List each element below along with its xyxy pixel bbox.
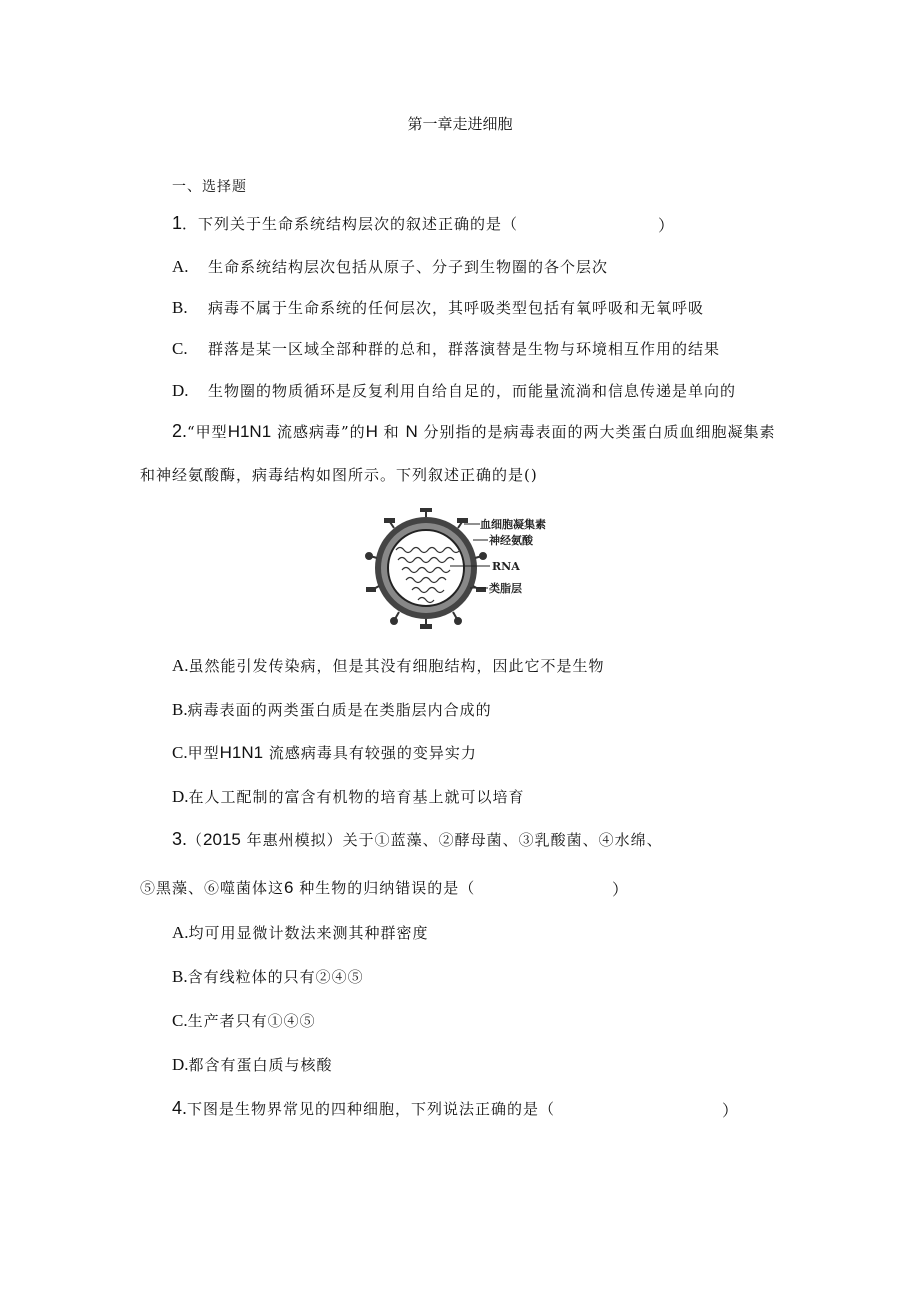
page-title: 第一章走进细胞 xyxy=(407,115,513,133)
q1-option-c: C. 群落是某一区域全部种群的总和，群落演替是生物与环境相互作用的结果 xyxy=(172,339,721,358)
virus-structure-diagram xyxy=(364,508,548,632)
label-neuraminidase: 神经氨酸 xyxy=(489,534,533,547)
answer-paren-close: ） xyxy=(612,880,629,899)
q3-option-b: B.含有线粒体的只有②④⑤ xyxy=(172,967,364,986)
q3-option-d: D.都含有蛋白质与核酸 xyxy=(172,1055,333,1074)
q1-option-d: D. 生物圈的物质循环是反复利用自给自足的，而能量流淌和信息传递是单向的 xyxy=(172,381,737,400)
virus-particle xyxy=(366,508,486,628)
q2-option-b: B.病毒表面的两类蛋白质是在类脂层内合成的 xyxy=(172,700,492,719)
label-rna: RNA xyxy=(492,560,520,573)
question-2: 2.“甲型H1N1 流感病毒”的H 和 N 分别指的是病毒表面的两大类蛋白质血细胞凝集素 xyxy=(172,421,776,441)
section-heading: 一、选择题 xyxy=(172,179,247,195)
q1-option-a: A. 生命系统结构层次包括从原子、分子到生物圈的各个层次 xyxy=(172,257,609,276)
q1-option-b: B. 病毒不属于生命系统的任何层次，其呼吸类型包括有氧呼吸和无氧呼吸 xyxy=(172,298,705,317)
answer-paren-close: ） xyxy=(658,216,675,235)
q3-option-a: A.均可用显微计数法来测其种群密度 xyxy=(172,923,429,942)
q2-option-d: D.在人工配制的富含有机物的培育基上就可以培育 xyxy=(172,787,525,806)
label-hemagglutinin: 血细胞凝集素 xyxy=(480,518,546,531)
question-4: 4.下图是生物界常见的四种细胞，下列说法正确的是（ xyxy=(172,1098,556,1118)
question-3-line2: ⑤黑藻、⑥噬菌体这6 种生物的归纳错误的是（ xyxy=(140,878,476,897)
label-lipid-layer: 类脂层 xyxy=(489,582,522,595)
question-1 xyxy=(172,213,518,234)
question-3: 3.（2015 年惠州模拟）关于①蓝藻、②酵母菌、③乳酸菌、④水绵、 xyxy=(172,829,663,849)
q2-option-a: A.虽然能引发传染病，但是其没有细胞结构，因此它不是生物 xyxy=(172,656,605,675)
question-2-line2: 和神经氨酸酶，病毒结构如图所示。下列叙述正确的是() xyxy=(140,466,538,484)
q3-option-c: C.生产者只有①④⑤ xyxy=(172,1011,316,1030)
answer-paren-close: ） xyxy=(722,1101,739,1120)
question-number: 1 xyxy=(172,213,183,233)
question-text: ．下列关于生命系统结构层次的叙述正确的是（ xyxy=(182,215,519,233)
q2-option-c: C.甲型H1N1 流感病毒具有较强的变异实力 xyxy=(172,743,477,762)
